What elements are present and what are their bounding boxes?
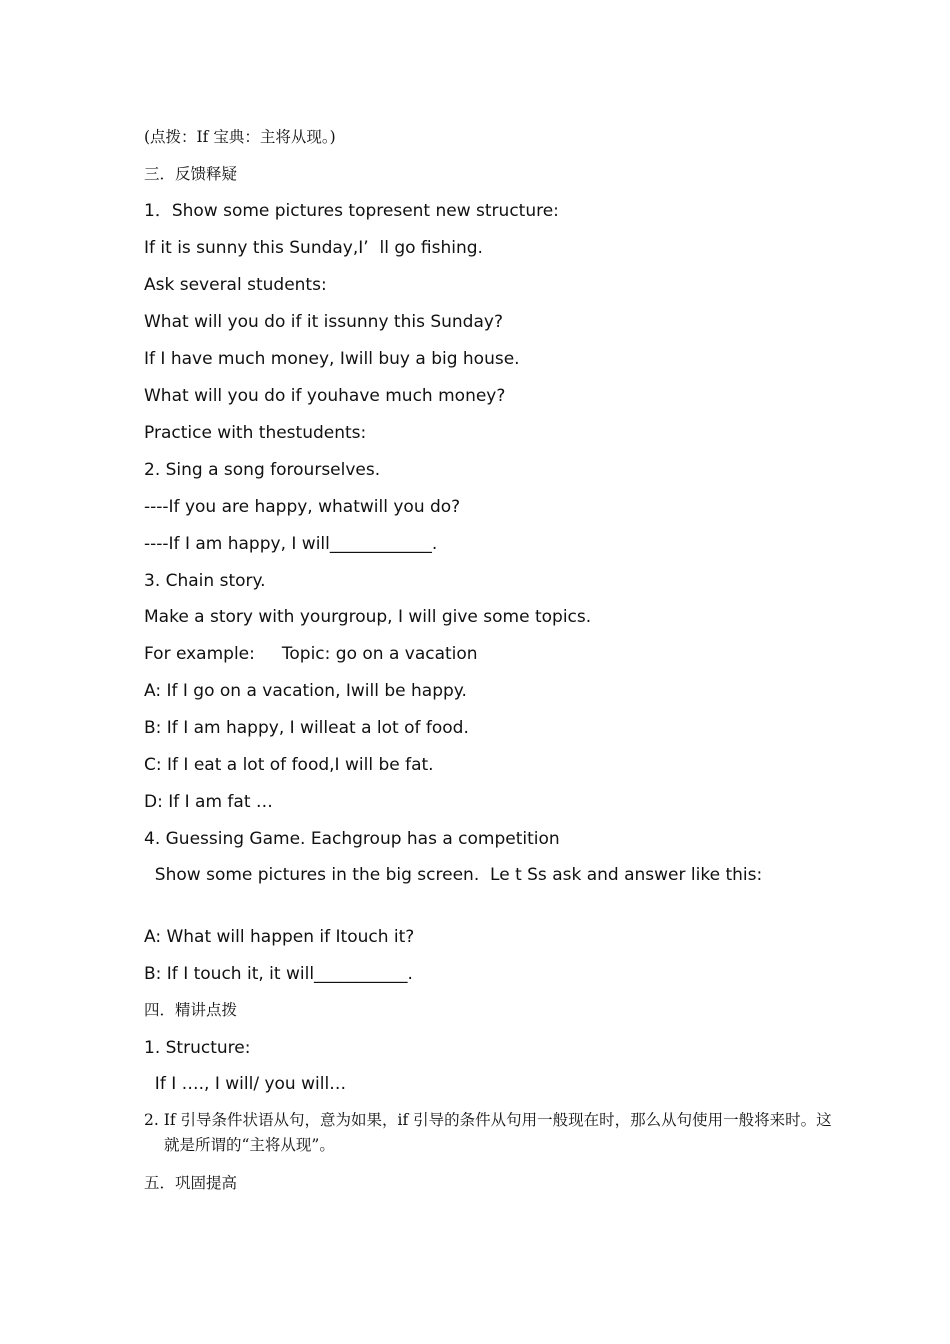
item-4-heading: 4. Guessing Game. Eachgroup has a competition xyxy=(144,829,560,849)
text-line: D: If I am fat … xyxy=(144,792,273,812)
text-line: B: If I am happy, I willeat a lot of food. xyxy=(144,718,469,738)
text-line: Show some pictures in the big screen. Le t Ss ask and answer like this: xyxy=(144,865,763,885)
text-line: Ask several students: xyxy=(144,275,327,295)
text-line: A: If I go on a vacation, Iwill be happy. xyxy=(144,681,467,701)
text-line: Practice with thestudents: xyxy=(144,423,367,443)
text-line: A: What will happen if Itouch it? xyxy=(144,927,415,947)
text-line: Make a story with yourgroup, I will give some topics. xyxy=(144,607,592,627)
text-line: ----If I am happy, I will____________. xyxy=(144,534,438,554)
item-2-heading: 2. Sing a song forourselves. xyxy=(144,460,381,480)
text-line: If it is sunny this Sunday,I’ ll go fishing. xyxy=(144,238,483,258)
item-3-heading: 3. Chain story. xyxy=(144,571,266,591)
text-line: What will you do if youhave much money? xyxy=(144,386,506,406)
text-line: ----If you are happy, whatwill you do? xyxy=(144,497,461,517)
text-line: B: If I touch it, it will___________. xyxy=(144,964,413,984)
hint-line: (点拨：If 宝典：主将从现。) xyxy=(144,128,336,146)
section-heading-3: 三．反馈释疑 xyxy=(144,165,238,183)
text-line: If I have much money, Iwill buy a big house. xyxy=(144,349,520,369)
text-line: What will you do if it issunny this Sunday? xyxy=(144,312,503,332)
section-heading-4: 四．精讲点拨 xyxy=(144,1001,238,1019)
text-line: For example: Topic: go on a vacation xyxy=(144,644,478,664)
grammar-note: 2. If 引导条件状语从句，意为如果，if 引导的条件从句用一般现在时，那么从句使用一般将来时。这就是所谓的“主将从现”。 xyxy=(144,1111,832,1154)
text-line: C: If I eat a lot of food,I will be fat. xyxy=(144,755,434,775)
section-heading-5: 五．巩固提高 xyxy=(144,1174,238,1192)
structure-heading: 1. Structure: xyxy=(144,1038,251,1058)
structure-pattern: If I …., I will/ you will… xyxy=(144,1074,347,1094)
item-1-heading: 1．Show some pictures topresent new structure: xyxy=(144,201,559,221)
